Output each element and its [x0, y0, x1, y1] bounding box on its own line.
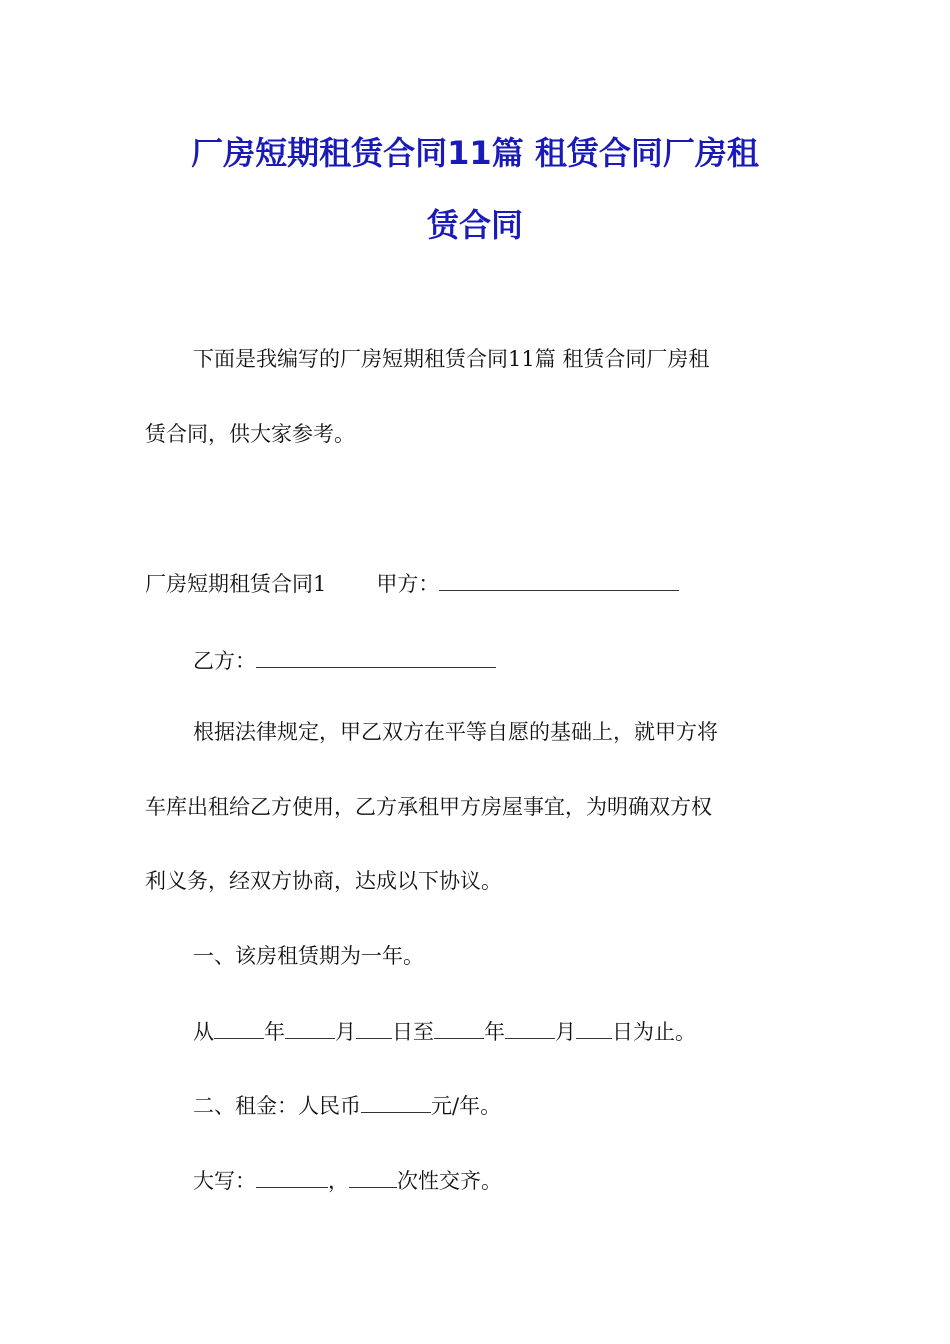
capital-label: 大写：	[193, 1169, 256, 1193]
period-from: 从	[193, 1020, 214, 1044]
party-b-blank	[256, 645, 496, 668]
party-b-label: 乙方：	[193, 649, 256, 673]
period-year-2: 年	[484, 1020, 505, 1044]
party-a-label: 甲方：	[376, 572, 440, 596]
capital-comma: ，	[328, 1169, 349, 1193]
party-b-row	[193, 645, 496, 676]
document-title-line-1: 厂房短期租赁合同11篇 租赁合同厂房租	[191, 134, 759, 172]
end-month-blank	[505, 1016, 555, 1039]
period-month: 月	[335, 1020, 356, 1044]
payment-times-blank	[349, 1165, 397, 1188]
capital-amount-blank	[256, 1165, 328, 1188]
rent-row	[193, 1090, 501, 1121]
contract-heading: 厂房短期租赁合同1	[145, 572, 327, 596]
para1-line-3: 利义务，经双方协商，达成以下协议。	[145, 869, 502, 893]
rent-label: 二、租金：人民币	[193, 1094, 361, 1118]
capital-row	[193, 1165, 502, 1196]
period-year: 年	[264, 1020, 285, 1044]
rent-amount-blank	[361, 1090, 431, 1113]
rent-unit: 元/年。	[431, 1094, 502, 1118]
document-title-line-2: 赁合同	[426, 206, 523, 244]
end-year-blank	[434, 1016, 484, 1039]
intro-line-2: 赁合同，供大家参考。	[145, 422, 355, 446]
start-day-blank	[356, 1016, 392, 1039]
party-a-blank	[439, 568, 679, 591]
capital-suffix: 次性交齐。	[397, 1169, 502, 1193]
end-day-blank	[576, 1016, 612, 1039]
period-day-end: 日为止。	[612, 1020, 696, 1044]
intro-line-1: 下面是我编写的厂房短期租赁合同11篇 租赁合同厂房租	[193, 347, 710, 371]
start-year-blank	[214, 1016, 264, 1039]
period-day-to: 日至	[392, 1020, 434, 1044]
lease-period-row	[193, 1016, 696, 1047]
para1-line-1: 根据法律规定，甲乙双方在平等自愿的基础上，就甲方将	[193, 720, 718, 744]
start-month-blank	[285, 1016, 335, 1039]
clause-1: 一、该房租赁期为一年。	[193, 944, 424, 968]
contract-heading-row	[145, 568, 679, 599]
para1-line-2: 车库出租给乙方使用，乙方承租甲方房屋事宜，为明确双方权	[145, 795, 712, 819]
period-month-2: 月	[555, 1020, 576, 1044]
